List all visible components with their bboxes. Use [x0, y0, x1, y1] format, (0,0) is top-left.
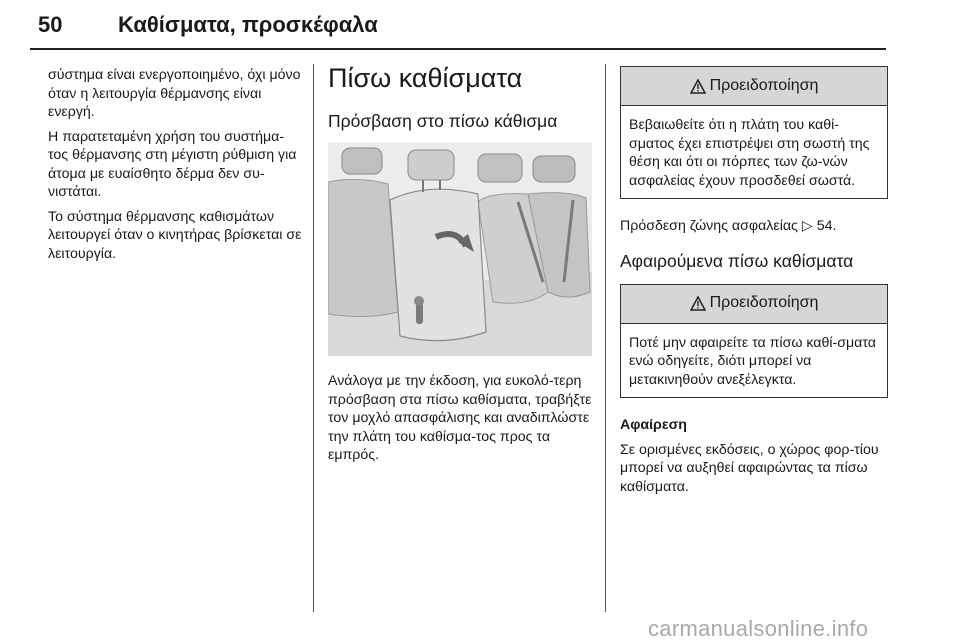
page-title: Καθίσματα, προσκέφαλα — [118, 12, 378, 37]
column-divider-1 — [313, 64, 314, 612]
warning-box-removal — [620, 284, 888, 399]
rear-seat-image — [328, 142, 592, 356]
paragraph-continuation: σύστημα είναι ενεργοποιημένο, όχι μόνο όταν η λειτουργία θέρμανσης είναι ενεργή. — [48, 67, 301, 120]
subheading-removal: Αφαίρεση — [620, 417, 687, 433]
header-rule — [30, 48, 886, 50]
section-heading-rear-seats: Πίσω καθίσματα — [328, 63, 523, 93]
rear-seat-illustration — [328, 142, 592, 356]
warning-title: Προειδοποίηση — [709, 76, 819, 94]
warning-header — [621, 285, 887, 324]
warning-box-backrest — [620, 66, 888, 199]
watermark: carmanualsonline.info — [648, 616, 869, 641]
warning-header — [621, 67, 887, 106]
column-2 — [328, 62, 594, 471]
column-3 — [620, 66, 888, 502]
warning-text: Ποτέ μην αφαιρείτε τα πίσω καθί-σματα ενώ οδηγείτε, διότι μπορεί να μετακινηθούν ανεξέλεγκτα. — [629, 334, 876, 388]
paragraph-prolonged-use: Η παρατεταμένη χρήση του συστήμα-τος θέρμανσης στη μέγιστη ρύθμιση για άτομα με ευαίσθητο δέρμα δεν συ-νιστάται. — [48, 128, 297, 200]
page-header — [30, 8, 886, 46]
seatbelt-reference — [620, 217, 888, 236]
warning-triangle-icon — [690, 79, 706, 94]
warning-text: Βεβαιωθείτε ότι η πλάτη του καθί-σματος έχει επιστρέψει στη σωστή της θέση και ότι οι πόρπες των ζω-νών ασφαλείας έχουν προσδεθεί σωστά. — [629, 117, 870, 189]
seatbelt-reference-page: 54. — [816, 218, 837, 234]
subheading-rear-seat-access: Πρόσβαση στο πίσω κάθισμα — [328, 111, 558, 131]
warning-triangle-icon — [690, 296, 706, 311]
page-ref-arrow-icon: ▷ — [801, 218, 813, 234]
column-divider-2 — [605, 64, 606, 612]
paragraph-removal: Σε ορισμένες εκδόσεις, ο χώρος φορ-τίου μπορεί να αυξηθεί αφαιρώντας τα πίσω καθίσματα. — [620, 441, 879, 495]
heading-removable-seats: Αφαιρούμενα πίσω καθίσματα — [620, 250, 854, 271]
figure-caption: Ανάλογα με την έκδοση, για ευκολό-τερη πρόσβαση στα πίσω καθίσματα, τραβήξτε τον μοχλό απασφάλισης και αναδιπλώστε την πλάτη του καθίσμα-τος προς τα εμπρός. — [328, 373, 592, 463]
paragraph-engine-running: Το σύστημα θέρμανσης καθισμάτων λειτουργεί όταν ο κινητήρας βρίσκεται σε λειτουργία. — [48, 208, 302, 262]
page-number: 50 — [38, 12, 63, 37]
warning-title: Προειδοποίηση — [709, 294, 819, 312]
seatbelt-reference-label: Πρόσδεση ζώνης ασφαλείας — [620, 218, 798, 234]
column-1 — [48, 66, 302, 269]
